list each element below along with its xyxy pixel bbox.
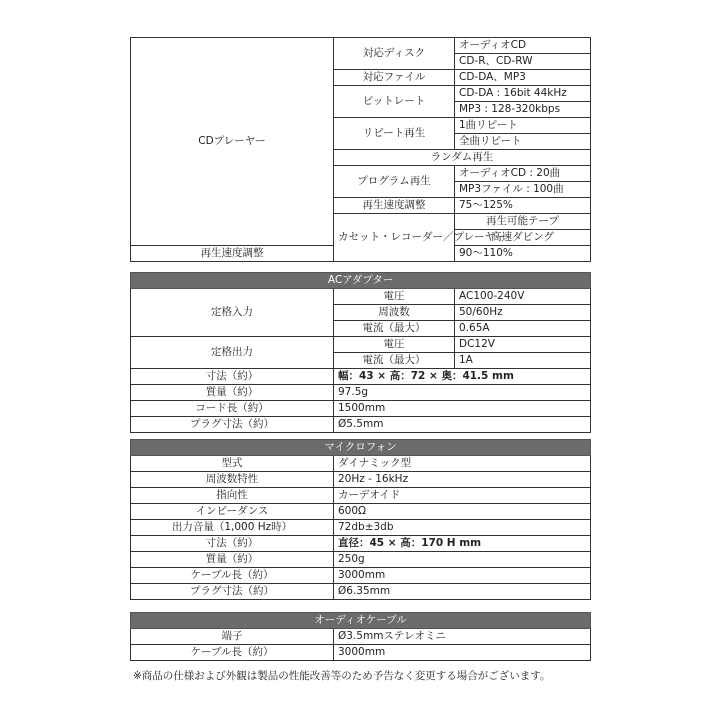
output-current-label: 電流（最大） xyxy=(334,353,455,369)
spec-footnote: ※商品の仕様および外観は製品の性能改善等のため予告なく変更する場合がございます。 xyxy=(133,670,551,682)
mic-type-label: 型式 xyxy=(131,456,334,472)
input-voltage-value: AC100-240V xyxy=(455,289,591,305)
mic-directivity-label: 指向性 xyxy=(131,488,334,504)
mic-weight-value: 250g xyxy=(334,552,591,568)
output-voltage-value: DC12V xyxy=(455,337,591,353)
rated-input-label: 定格入力 xyxy=(131,289,334,337)
cable-terminal-value: Ø3.5mmステレオミニ xyxy=(334,629,591,645)
mic-cable-label: ケーブル長（約） xyxy=(131,568,334,584)
output-current-value: 1A xyxy=(455,353,591,369)
cord-length-value: 1500mm xyxy=(334,401,591,417)
cable-length-value: 3000mm xyxy=(334,645,591,661)
supported-discs-label: 対応ディスク xyxy=(334,38,455,70)
cd-cassette-spec-table xyxy=(130,37,591,262)
microphone-spec-table xyxy=(130,439,591,600)
mic-output-label: 出力音量（1,000 Hz時） xyxy=(131,520,334,536)
mic-impedance-value: 600Ω xyxy=(334,504,591,520)
mic-cable-value: 3000mm xyxy=(334,568,591,584)
bitrate-mp3: MP3 : 128-320kbps xyxy=(455,102,591,118)
input-voltage-label: 電圧 xyxy=(334,289,455,305)
mic-directivity-value: カーデオイド xyxy=(334,488,591,504)
repeat-one: 1曲リピート xyxy=(455,118,591,134)
adapter-plug-label: プラグ寸法（約） xyxy=(131,417,334,433)
cd-speed-label: 再生速度調整 xyxy=(334,198,455,214)
adapter-dimensions-value: 幅：43 × 高：72 × 奥：41.5 mm xyxy=(334,369,591,385)
adapter-plug-value: Ø5.5mm xyxy=(334,417,591,433)
program-label: プログラム再生 xyxy=(334,166,455,198)
supported-files-value: CD-DA、MP3 xyxy=(455,70,591,86)
disc-cdr: CD-R、CD-RW xyxy=(455,54,591,70)
random-label: ランダム再生 xyxy=(334,150,591,166)
cd-player-category: CDプレーヤー xyxy=(131,38,334,246)
mic-impedance-label: インピーダンス xyxy=(131,504,334,520)
mic-output-value: 72db±3db xyxy=(334,520,591,536)
cable-length-label: ケーブル長（約） xyxy=(131,645,334,661)
mic-type-value: ダイナミック型 xyxy=(334,456,591,472)
mic-plug-value: Ø6.35mm xyxy=(334,584,591,600)
adapter-weight-value: 97.5g xyxy=(334,385,591,401)
repeat-label: リピート再生 xyxy=(334,118,455,150)
disc-audio-cd: オーディオCD xyxy=(455,38,591,54)
adapter-weight-label: 質量（約） xyxy=(131,385,334,401)
microphone-title: マイクロフォン xyxy=(131,440,591,456)
bitrate-label: ビットレート xyxy=(334,86,455,118)
input-frequency-label: 周波数 xyxy=(334,305,455,321)
ac-adapter-title: ACアダプター xyxy=(131,273,591,289)
cable-terminal-label: 端子 xyxy=(131,629,334,645)
program-mp3: MP3ファイル : 100曲 xyxy=(455,182,591,198)
cassette-category: カセット・レコーダー／プレーヤー xyxy=(334,214,455,262)
supported-files-label: 対応ファイル xyxy=(334,70,455,86)
program-audio-cd: オーディオCD : 20曲 xyxy=(455,166,591,182)
input-current-value: 0.65A xyxy=(455,321,591,337)
mic-frequency-label: 周波数特性 xyxy=(131,472,334,488)
cd-speed-value: 75〜125% xyxy=(455,198,591,214)
cassette-speed-label: 再生速度調整 xyxy=(131,246,334,262)
input-current-label: 電流（最大） xyxy=(334,321,455,337)
cassette-speed-value: 90〜110% xyxy=(455,246,591,262)
audio-cable-title: オーディオケーブル xyxy=(131,613,591,629)
repeat-all: 全曲リピート xyxy=(455,134,591,150)
output-voltage-label: 電圧 xyxy=(334,337,455,353)
mic-dimensions-value: 直径：45 × 高：170 H mm xyxy=(334,536,591,552)
mic-dimensions-label: 寸法（約） xyxy=(131,536,334,552)
bitrate-cdda: CD-DA : 16bit 44kHz xyxy=(455,86,591,102)
dubbing-label: 高速ダビング xyxy=(455,230,591,246)
tape-label: 再生可能テープ xyxy=(455,214,591,230)
audio-cable-spec-table xyxy=(130,612,591,661)
mic-plug-label: プラグ寸法（約） xyxy=(131,584,334,600)
mic-weight-label: 質量（約） xyxy=(131,552,334,568)
adapter-dimensions-label: 寸法（約） xyxy=(131,369,334,385)
rated-output-label: 定格出力 xyxy=(131,337,334,369)
ac-adapter-spec-table xyxy=(130,272,591,433)
input-frequency-value: 50/60Hz xyxy=(455,305,591,321)
mic-frequency-value: 20Hz - 16kHz xyxy=(334,472,591,488)
cord-length-label: コード長（約） xyxy=(131,401,334,417)
